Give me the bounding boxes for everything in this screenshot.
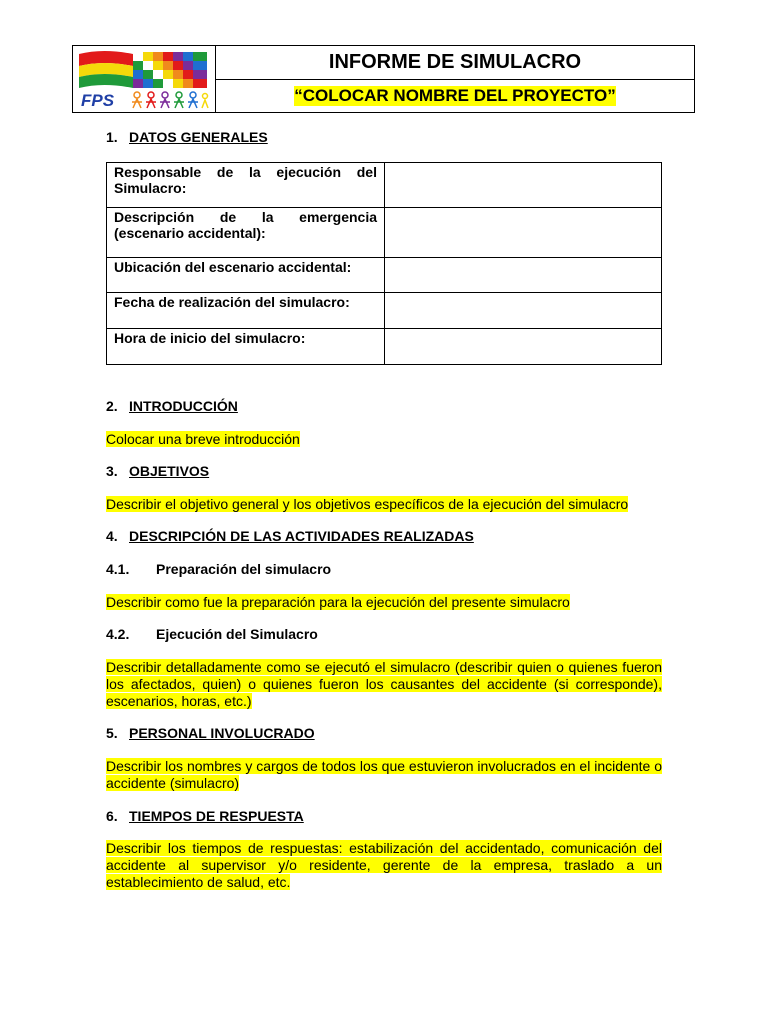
table-value-field[interactable] [385, 163, 662, 208]
section-2-body [106, 431, 662, 448]
table-row [107, 329, 662, 365]
section-4-heading: 4. DESCRIPCIÓN DE LAS ACTIVIDADES REALIZADAS [106, 528, 474, 544]
section-4-2-body [106, 659, 662, 710]
section-6-heading: 6. TIEMPOS DE RESPUESTA [106, 808, 304, 824]
section-3-heading: 3. OBJETIVOS [106, 463, 210, 479]
section-2-heading: 2. INTRODUCCIÓN [106, 398, 238, 414]
table-label: Fecha de realización del simulacro: [107, 293, 385, 329]
section-4-2-heading: 4.2. Ejecución del Simulacro [106, 626, 318, 642]
table-value-field[interactable] [385, 293, 662, 329]
section-4-1-heading: 4.1. Preparación del simulacro [106, 561, 332, 577]
section-5-heading: 5. PERSONAL INVOLUCRADO [106, 725, 315, 741]
table-value-field[interactable] [385, 258, 662, 293]
table-row [107, 208, 662, 258]
table-value-field[interactable] [385, 208, 662, 258]
section-4-2-text: Describir detalladamente como se ejecutó el simulacro (describir quien o quienes fueron los afectados, quien) o quienes fueron los causantes del accidente (si corresponde), escenarios, horas, etc.) [106, 659, 662, 709]
general-data-table [106, 162, 662, 365]
project-name-text: “COLOCAR NOMBRE DEL PROYECTO” [294, 86, 616, 105]
section-3-body [106, 496, 662, 513]
section-4-1-text: Describir como fue la preparación para la ejecución del presente simulacro [106, 594, 570, 610]
table-value-field[interactable] [385, 329, 662, 365]
section-5-text: Describir los nombres y cargos de todos los que estuvieron involucrados en el incidente o accidente (simulacro) [106, 758, 662, 791]
fps-wiphala-logo [73, 46, 215, 112]
section-6-body [106, 840, 662, 891]
table-label: Responsable de la ejecución del Simulacro: [107, 163, 385, 208]
table-label: Hora de inicio del simulacro: [107, 329, 385, 365]
section-2-text: Colocar una breve introducción [106, 431, 300, 447]
section-5-body [106, 758, 662, 792]
section-6-text: Describir los tiempos de respuestas: estabilización del accidentado, comunicación del accidente al supervisor y/o residente, gerente de la empresa, traslado a un establecimiento de salud, etc. [106, 840, 662, 890]
project-name-placeholder [216, 80, 694, 112]
report-title: INFORME DE SIMULACRO [216, 46, 694, 80]
table-row [107, 163, 662, 208]
table-label: Ubicación del escenario accidental: [107, 258, 385, 293]
table-label: Descripción de la emergencia (escenario accidental): [107, 208, 385, 258]
section-4-1-body [106, 594, 662, 611]
header-table [72, 45, 695, 113]
table-row [107, 258, 662, 293]
logo [73, 46, 216, 112]
logo-text: FPS [81, 91, 115, 110]
section-3-text: Describir el objetivo general y los objetivos específicos de la ejecución del simulacro [106, 496, 629, 512]
table-row [107, 293, 662, 329]
section-1-heading: 1. DATOS GENERALES [106, 129, 268, 145]
